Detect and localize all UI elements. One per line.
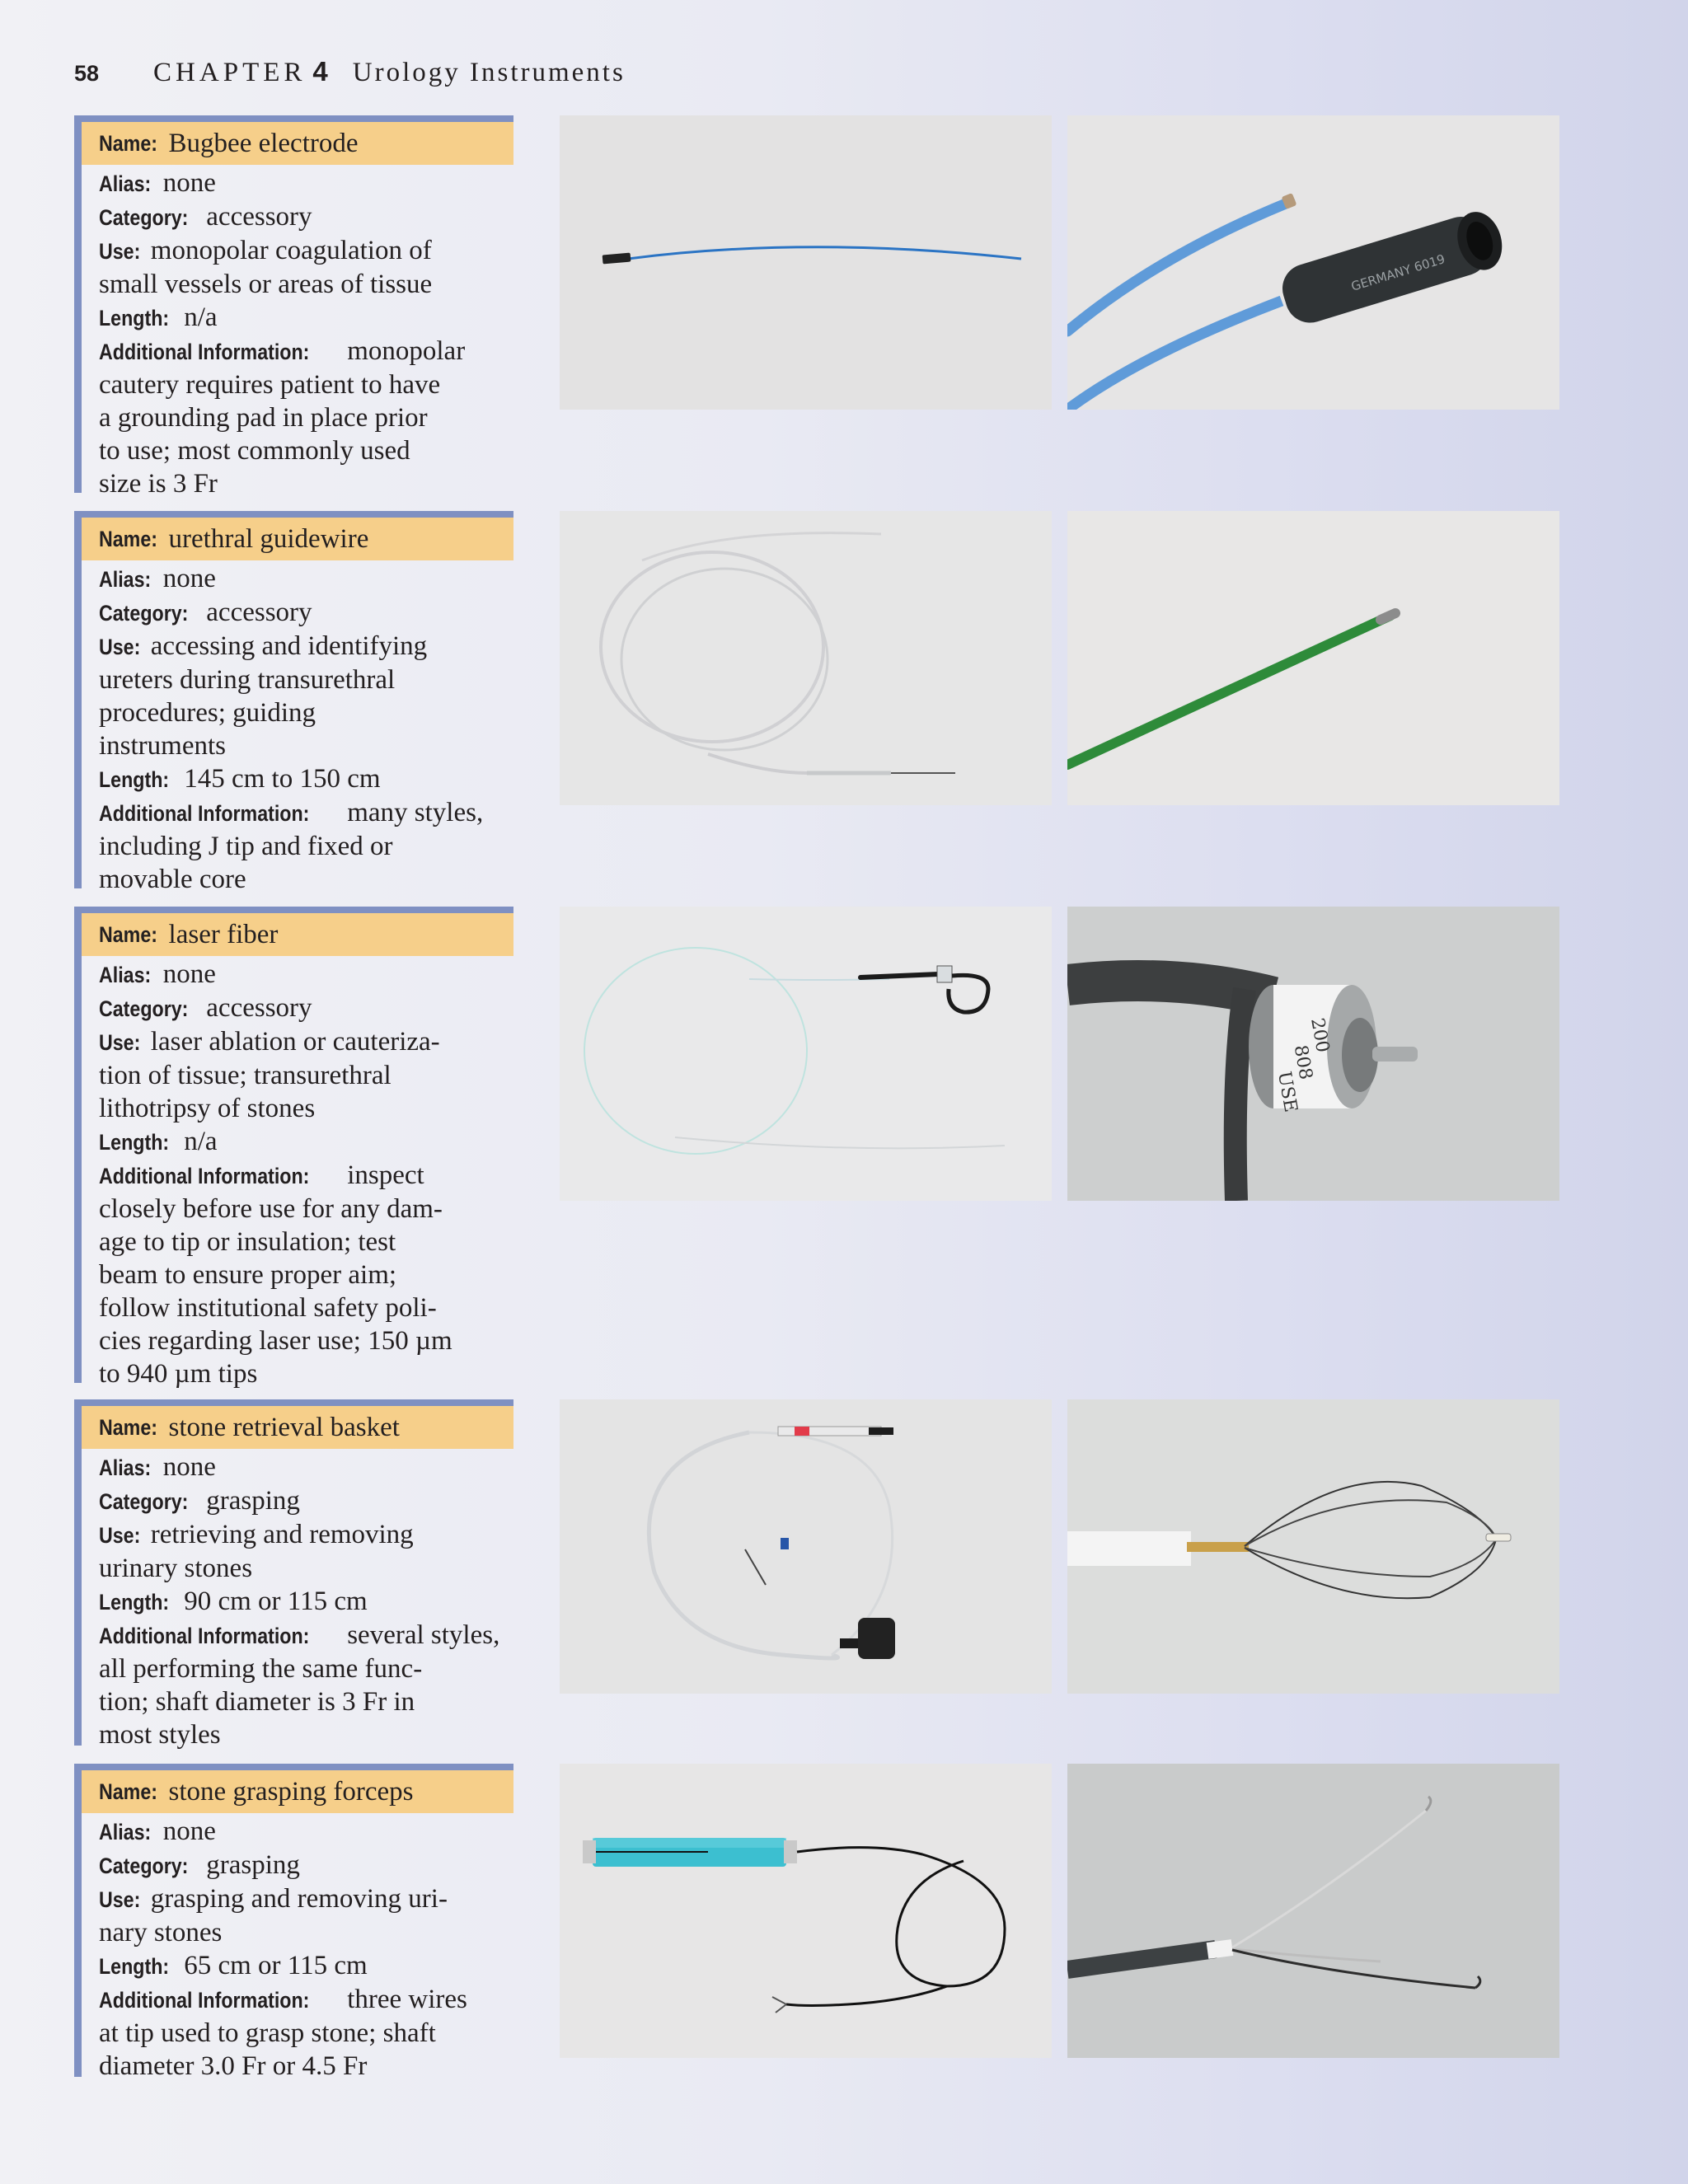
use-value-line: lithotripsy of stones [99,1094,316,1123]
entry-name-box [82,122,513,165]
use-value: retrieving and removing [150,1520,414,1549]
running-header [74,56,626,92]
additional-info-value: monopolar [347,336,466,366]
chapter-number: 4 [312,56,328,87]
additional-info-label: Additional Information: [99,1988,310,2013]
laser-fiber-coil-photo [560,907,1052,1201]
additional-info-value: many styles, [347,798,484,827]
entry-name-box [82,1406,513,1449]
entry-name-box [82,913,513,956]
length-value: n/a [184,302,218,332]
additional-info-line: to 940 µm tips [99,1359,258,1389]
entry-top-rule [74,1764,513,1770]
connector-label-line: 808 [1289,1043,1316,1081]
electrode-engraving: GERMANY 6019 [1349,251,1447,294]
category-value: accessory [206,993,312,1023]
instrument-entry-stone-retrieval-basket [74,1399,513,1750]
additional-info-label: Additional Information: [99,1164,310,1188]
additional-info-line: at tip used to grasp stone; shaft [99,2018,436,2048]
entry-top-rule [74,907,513,913]
length-value: 145 cm to 150 cm [184,764,381,794]
length-value: 90 cm or 115 cm [184,1586,368,1616]
chapter-title: Urology Instruments [352,58,626,87]
alias-label: Alias: [99,171,152,196]
use-label: Use: [99,635,141,659]
entry-top-rule [74,1399,513,1406]
entry-accent-bar [74,511,82,888]
additional-info-line: beam to ensure proper aim; [99,1260,397,1290]
category-value: accessory [206,202,312,232]
length-value: 65 cm or 115 cm [184,1951,368,1980]
name-label: Name: [99,1779,157,1804]
entry-top-rule [74,115,513,122]
page-number: 58 [74,61,100,86]
instrument-name: laser fiber [168,919,279,949]
additional-info-value: three wires [347,1985,467,2014]
additional-info-line: follow institutional safety poli- [99,1293,437,1323]
urethral-guidewire-coil-photo [560,511,1052,805]
additional-info-line: age to tip or insulation; test [99,1227,396,1257]
additional-info-line: most styles [99,1720,221,1750]
connector-label-line: 200 [1306,1016,1334,1055]
use-value: accessing and identifying [150,631,428,661]
use-label: Use: [99,1887,141,1912]
additional-info-line: diameter 3.0 Fr or 4.5 Fr [99,2051,368,2081]
additional-info-line: size is 3 Fr [99,469,218,499]
alias-value: none [162,1816,216,1846]
use-value-line: ureters during transurethral [99,665,396,695]
use-label: Use: [99,1523,141,1548]
entry-top-rule [74,511,513,518]
category-label: Category: [99,601,189,626]
entry-details [99,1815,511,2083]
alias-value: none [162,168,216,198]
additional-info-line: to use; most commonly used [99,436,410,466]
additional-info-label: Additional Information: [99,340,310,364]
use-value-line: small vessels or areas of tissue [99,269,433,299]
entry-details [99,166,511,500]
chapter-word: CHAPTER [153,58,307,87]
use-value-line: urinary stones [99,1554,253,1583]
stone-retrieval-basket-tip-photo [1067,1399,1559,1694]
additional-info-line: all performing the same func- [99,1654,423,1684]
chapter-label [153,56,335,88]
alias-value: none [162,959,216,989]
stone-retrieval-basket-full-photo [560,1399,1052,1694]
additional-info-line: closely before use for any dam- [99,1194,443,1224]
entry-name-box [82,518,513,560]
length-label: Length: [99,1130,170,1155]
use-value: monopolar coagulation of [150,236,432,265]
entry-details [99,1451,511,1751]
category-value: accessory [206,598,312,627]
connector-label-line: USE [1273,1070,1301,1114]
instrument-entry-urethral-guidewire [74,511,513,894]
alias-label: Alias: [99,1820,152,1844]
category-label: Category: [99,996,189,1021]
alias-value: none [162,564,216,593]
entry-accent-bar [74,907,82,1383]
category-label: Category: [99,1854,189,1878]
alias-label: Alias: [99,1455,152,1480]
length-label: Length: [99,767,170,792]
length-value: n/a [184,1127,218,1156]
stone-grasping-forceps-tip-photo [1067,1764,1559,2058]
additional-info-line: tion; shaft diameter is 3 Fr in [99,1687,415,1717]
bugbee-electrode-full-photo [560,115,1052,410]
category-label: Category: [99,205,189,230]
bugbee-electrode-tip-photo [1067,115,1559,410]
laser-fiber-connector-photo [1067,907,1559,1201]
length-label: Length: [99,306,170,330]
additional-info-line: cies regarding laser use; 150 µm [99,1326,452,1356]
name-label: Name: [99,1414,157,1440]
category-label: Category: [99,1489,189,1514]
use-label: Use: [99,1030,141,1055]
use-value-line: tion of tissue; transurethral [99,1061,392,1090]
additional-info-line: a grounding pad in place prior [99,403,428,433]
use-value-line: procedures; guiding [99,698,316,728]
additional-info-label: Additional Information: [99,801,310,826]
use-value-line: instruments [99,731,226,761]
alias-value: none [162,1452,216,1482]
entry-accent-bar [74,1399,82,1746]
additional-info-value: inspect [347,1160,424,1190]
category-value: grasping [206,1486,300,1516]
use-value: laser ablation or cauteriza- [150,1027,440,1057]
additional-info-line: movable core [99,865,246,894]
name-label: Name: [99,526,157,551]
entry-details [99,958,511,1390]
additional-info-line: including J tip and fixed or [99,832,393,861]
entry-name-box [82,1770,513,1813]
alias-label: Alias: [99,567,152,592]
instrument-entry-laser-fiber [74,907,513,1389]
additional-info-value: several styles, [347,1620,500,1650]
additional-info-line: cautery requires patient to have [99,370,441,400]
additional-info-label: Additional Information: [99,1624,310,1648]
use-label: Use: [99,239,141,264]
entry-details [99,562,511,896]
stone-grasping-forceps-full-photo [560,1764,1052,2058]
length-label: Length: [99,1590,170,1615]
use-value-line: nary stones [99,1918,223,1947]
name-label: Name: [99,130,157,156]
use-value: grasping and removing uri- [150,1884,448,1914]
entry-accent-bar [74,115,82,493]
name-label: Name: [99,921,157,947]
instrument-entry-stone-grasping-forceps [74,1764,513,2081]
instrument-name: stone retrieval basket [168,1412,400,1442]
alias-label: Alias: [99,963,152,987]
entry-accent-bar [74,1764,82,2077]
instrument-entry-bugbee-electrode [74,115,513,499]
instrument-name: stone grasping forceps [168,1776,414,1807]
category-value: grasping [206,1850,300,1880]
length-label: Length: [99,1954,170,1979]
instrument-name: Bugbee electrode [168,128,359,158]
instrument-name: urethral guidewire [168,523,369,554]
urethral-guidewire-tip-photo [1067,511,1559,805]
